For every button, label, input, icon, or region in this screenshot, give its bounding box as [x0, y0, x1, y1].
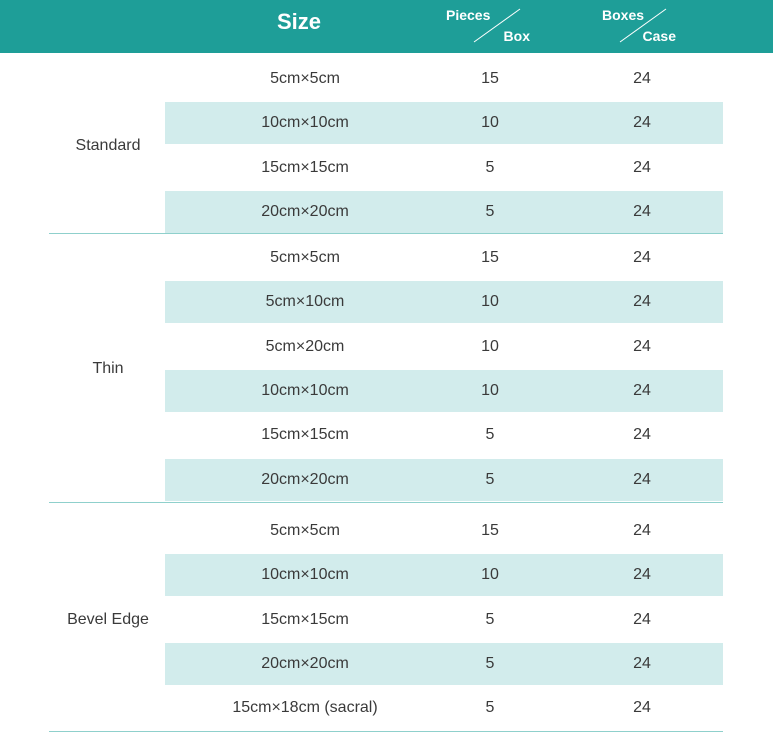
size-cell: 15cm×18cm (sacral) [232, 698, 378, 716]
size-cell: 10cm×10cm [261, 566, 349, 584]
pieces-cell: 10 [481, 566, 499, 584]
pieces-cell: 10 [481, 114, 499, 132]
size-cell: 10cm×10cm [261, 382, 349, 400]
pieces-cell: 15 [481, 522, 499, 540]
boxes-cell: 24 [633, 470, 651, 488]
case-label: Case [642, 28, 676, 44]
boxes-cell: 24 [633, 522, 651, 540]
pieces-cell: 5 [485, 470, 495, 488]
size-cell: 10cm×10cm [261, 114, 349, 132]
boxes-cell: 24 [633, 698, 651, 716]
boxes-cell: 24 [633, 610, 651, 628]
category-label: Standard [75, 136, 141, 154]
boxes-cell: 24 [633, 249, 651, 267]
pieces-cell: 5 [485, 654, 495, 672]
size-cell: 15cm×15cm [261, 426, 349, 444]
pieces-cell: 10 [481, 382, 499, 400]
pieces-cell: 5 [485, 610, 495, 628]
boxes-cell: 24 [633, 202, 651, 220]
pieces-cell: 15 [481, 249, 499, 267]
size-cell: 20cm×20cm [261, 470, 349, 488]
boxes-cell: 24 [633, 70, 651, 88]
box-label: Box [503, 28, 530, 44]
category-label: Thin [92, 359, 124, 377]
size-cell: 5cm×20cm [265, 337, 345, 355]
group-separator [49, 233, 723, 234]
pieces-cell: 15 [481, 70, 499, 88]
boxes-cell: 24 [633, 293, 651, 311]
table-header [0, 0, 773, 53]
boxes-label: Boxes [602, 7, 645, 23]
pieces-cell: 5 [485, 698, 495, 716]
pieces-cell: 10 [481, 337, 499, 355]
pieces-label: Pieces [446, 7, 491, 23]
size-column-header: Size [276, 9, 322, 34]
boxes-cell: 24 [633, 158, 651, 176]
size-cell: 5cm×5cm [270, 70, 340, 88]
boxes-cell: 24 [633, 337, 651, 355]
size-cell: 20cm×20cm [261, 202, 349, 220]
pieces-per-box-header [446, 4, 542, 48]
boxes-cell: 24 [633, 114, 651, 132]
boxes-cell: 24 [633, 566, 651, 584]
group-separator [49, 502, 723, 503]
size-cell: 15cm×15cm [261, 610, 349, 628]
boxes-per-case-header [602, 4, 698, 48]
pieces-cell: 5 [485, 158, 495, 176]
category-label: Bevel Edge [67, 610, 149, 628]
pieces-cell: 5 [485, 426, 495, 444]
size-cell: 20cm×20cm [261, 654, 349, 672]
size-cell: 5cm×5cm [270, 249, 340, 267]
boxes-cell: 24 [633, 382, 651, 400]
boxes-cell: 24 [633, 426, 651, 444]
pieces-cell: 5 [485, 202, 495, 220]
size-cell: 5cm×10cm [265, 293, 345, 311]
size-cell: 5cm×5cm [270, 522, 340, 540]
boxes-cell: 24 [633, 654, 651, 672]
pieces-cell: 10 [481, 293, 499, 311]
size-cell: 15cm×15cm [261, 158, 349, 176]
